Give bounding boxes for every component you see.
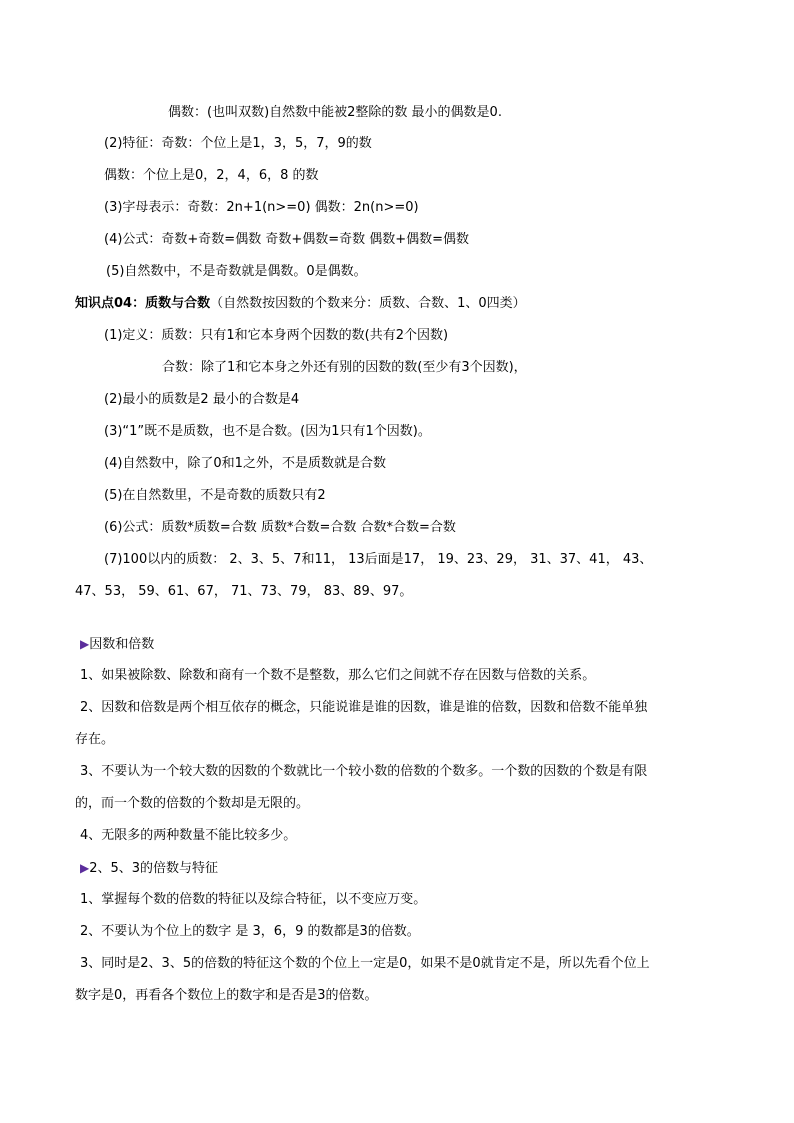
triangle-bullet-icon: ▶ [80, 861, 90, 875]
natural-number-rule: (4)自然数中，除了0和1之外，不是质数就是合数 [104, 456, 386, 471]
odd-even-rule: (5)自然数中，不是奇数就是偶数。0是偶数。 [106, 264, 367, 279]
factor-point-3-line2: 的，而一个数的倍数的个数却是无限的。 [75, 796, 310, 811]
multiples-point-3-line1: 3、同时是2、3、5的倍数的特征这个数的个位上一定是0，如果不是0就肯定不是，所以先看个位上 [80, 956, 650, 971]
even-prime-rule: (5)在自然数里，不是奇数的质数只有2 [104, 488, 326, 503]
multiples-heading-text: 2、5、3的倍数与特征 [89, 861, 219, 876]
factor-point-2-line1: 2、因数和倍数是两个相互依存的概念，只能说谁是谁的因数，谁是谁的倍数，因数和倍数不能单独 [80, 700, 648, 715]
factor-heading-text: 因数和倍数 [89, 637, 155, 652]
factor-point-2-line2: 存在。 [75, 732, 115, 747]
factor-section-heading [80, 635, 154, 654]
feature-even: 偶数：个位上是0，2，4，6，8 的数 [104, 168, 319, 183]
multiples-section-heading [80, 859, 218, 878]
primes-list-line1: (7)100以内的质数： 2、3、5、7和11， 13后面是17， 19、23、29， 31、37、41， 43、 [104, 552, 653, 567]
smallest-prime-composite: (2)最小的质数是2 最小的合数是4 [104, 392, 300, 407]
factor-point-3-line1: 3、不要认为一个较大数的因数的个数就比一个较小数的倍数的个数多。一个数的因数的个数是有限 [80, 764, 648, 779]
factor-point-1: 1、如果被除数、除数和商有一个数不是整数，那么它们之间就不存在因数与倍数的关系。 [80, 668, 596, 683]
kp04-heading [75, 295, 526, 313]
composite-definition: 合数：除了1和它本身之外还有别的因数的数(至少有3个因数)， [162, 360, 527, 375]
factor-point-4: 4、无限多的两种数量不能比较多少。 [80, 828, 297, 843]
one-rule: (3)“1”既不是质数，也不是合数。(因为1只有1个因数)。 [104, 424, 431, 439]
even-definition: 偶数：(也叫双数)自然数中能被2整除的数 最小的偶数是0. [168, 105, 502, 120]
triangle-bullet-icon: ▶ [80, 637, 90, 651]
primes-list-line2: 47、53， 59、61、67， 71、73、79， 83、89、97。 [75, 584, 413, 599]
multiples-point-3-line2: 数字是0，再看各个数位上的数字和是否是3的倍数。 [75, 988, 378, 1003]
letter-representation: (3)字母表示：奇数：2n+1(n>=0) 偶数：2n(n>=0) [104, 200, 419, 215]
kp04-title-note: （自然数按因数的个数来分：质数、合数、1、0四类） [210, 296, 526, 311]
multiples-point-2: 2、不要认为个位上的数字 是 3，6，9 的数都是3的倍数。 [80, 924, 420, 939]
kp04-title: 知识点04：质数与合数 [75, 296, 211, 311]
multiples-point-1: 1、掌握每个数的倍数的特征以及综合特征，以不变应万变。 [80, 892, 427, 907]
feature-odd: (2)特征：奇数：个位上是1，3，5，7，9的数 [104, 136, 372, 151]
prime-definition: (1)定义：质数：只有1和它本身两个因数的数(共有2个因数) [104, 328, 449, 343]
prime-composite-formula: (6)公式：质数*质数=合数 质数*合数=合数 合数*合数=合数 [104, 520, 456, 535]
odd-even-formula: (4)公式：奇数+奇数=偶数 奇数+偶数=奇数 偶数+偶数=偶数 [104, 232, 470, 247]
